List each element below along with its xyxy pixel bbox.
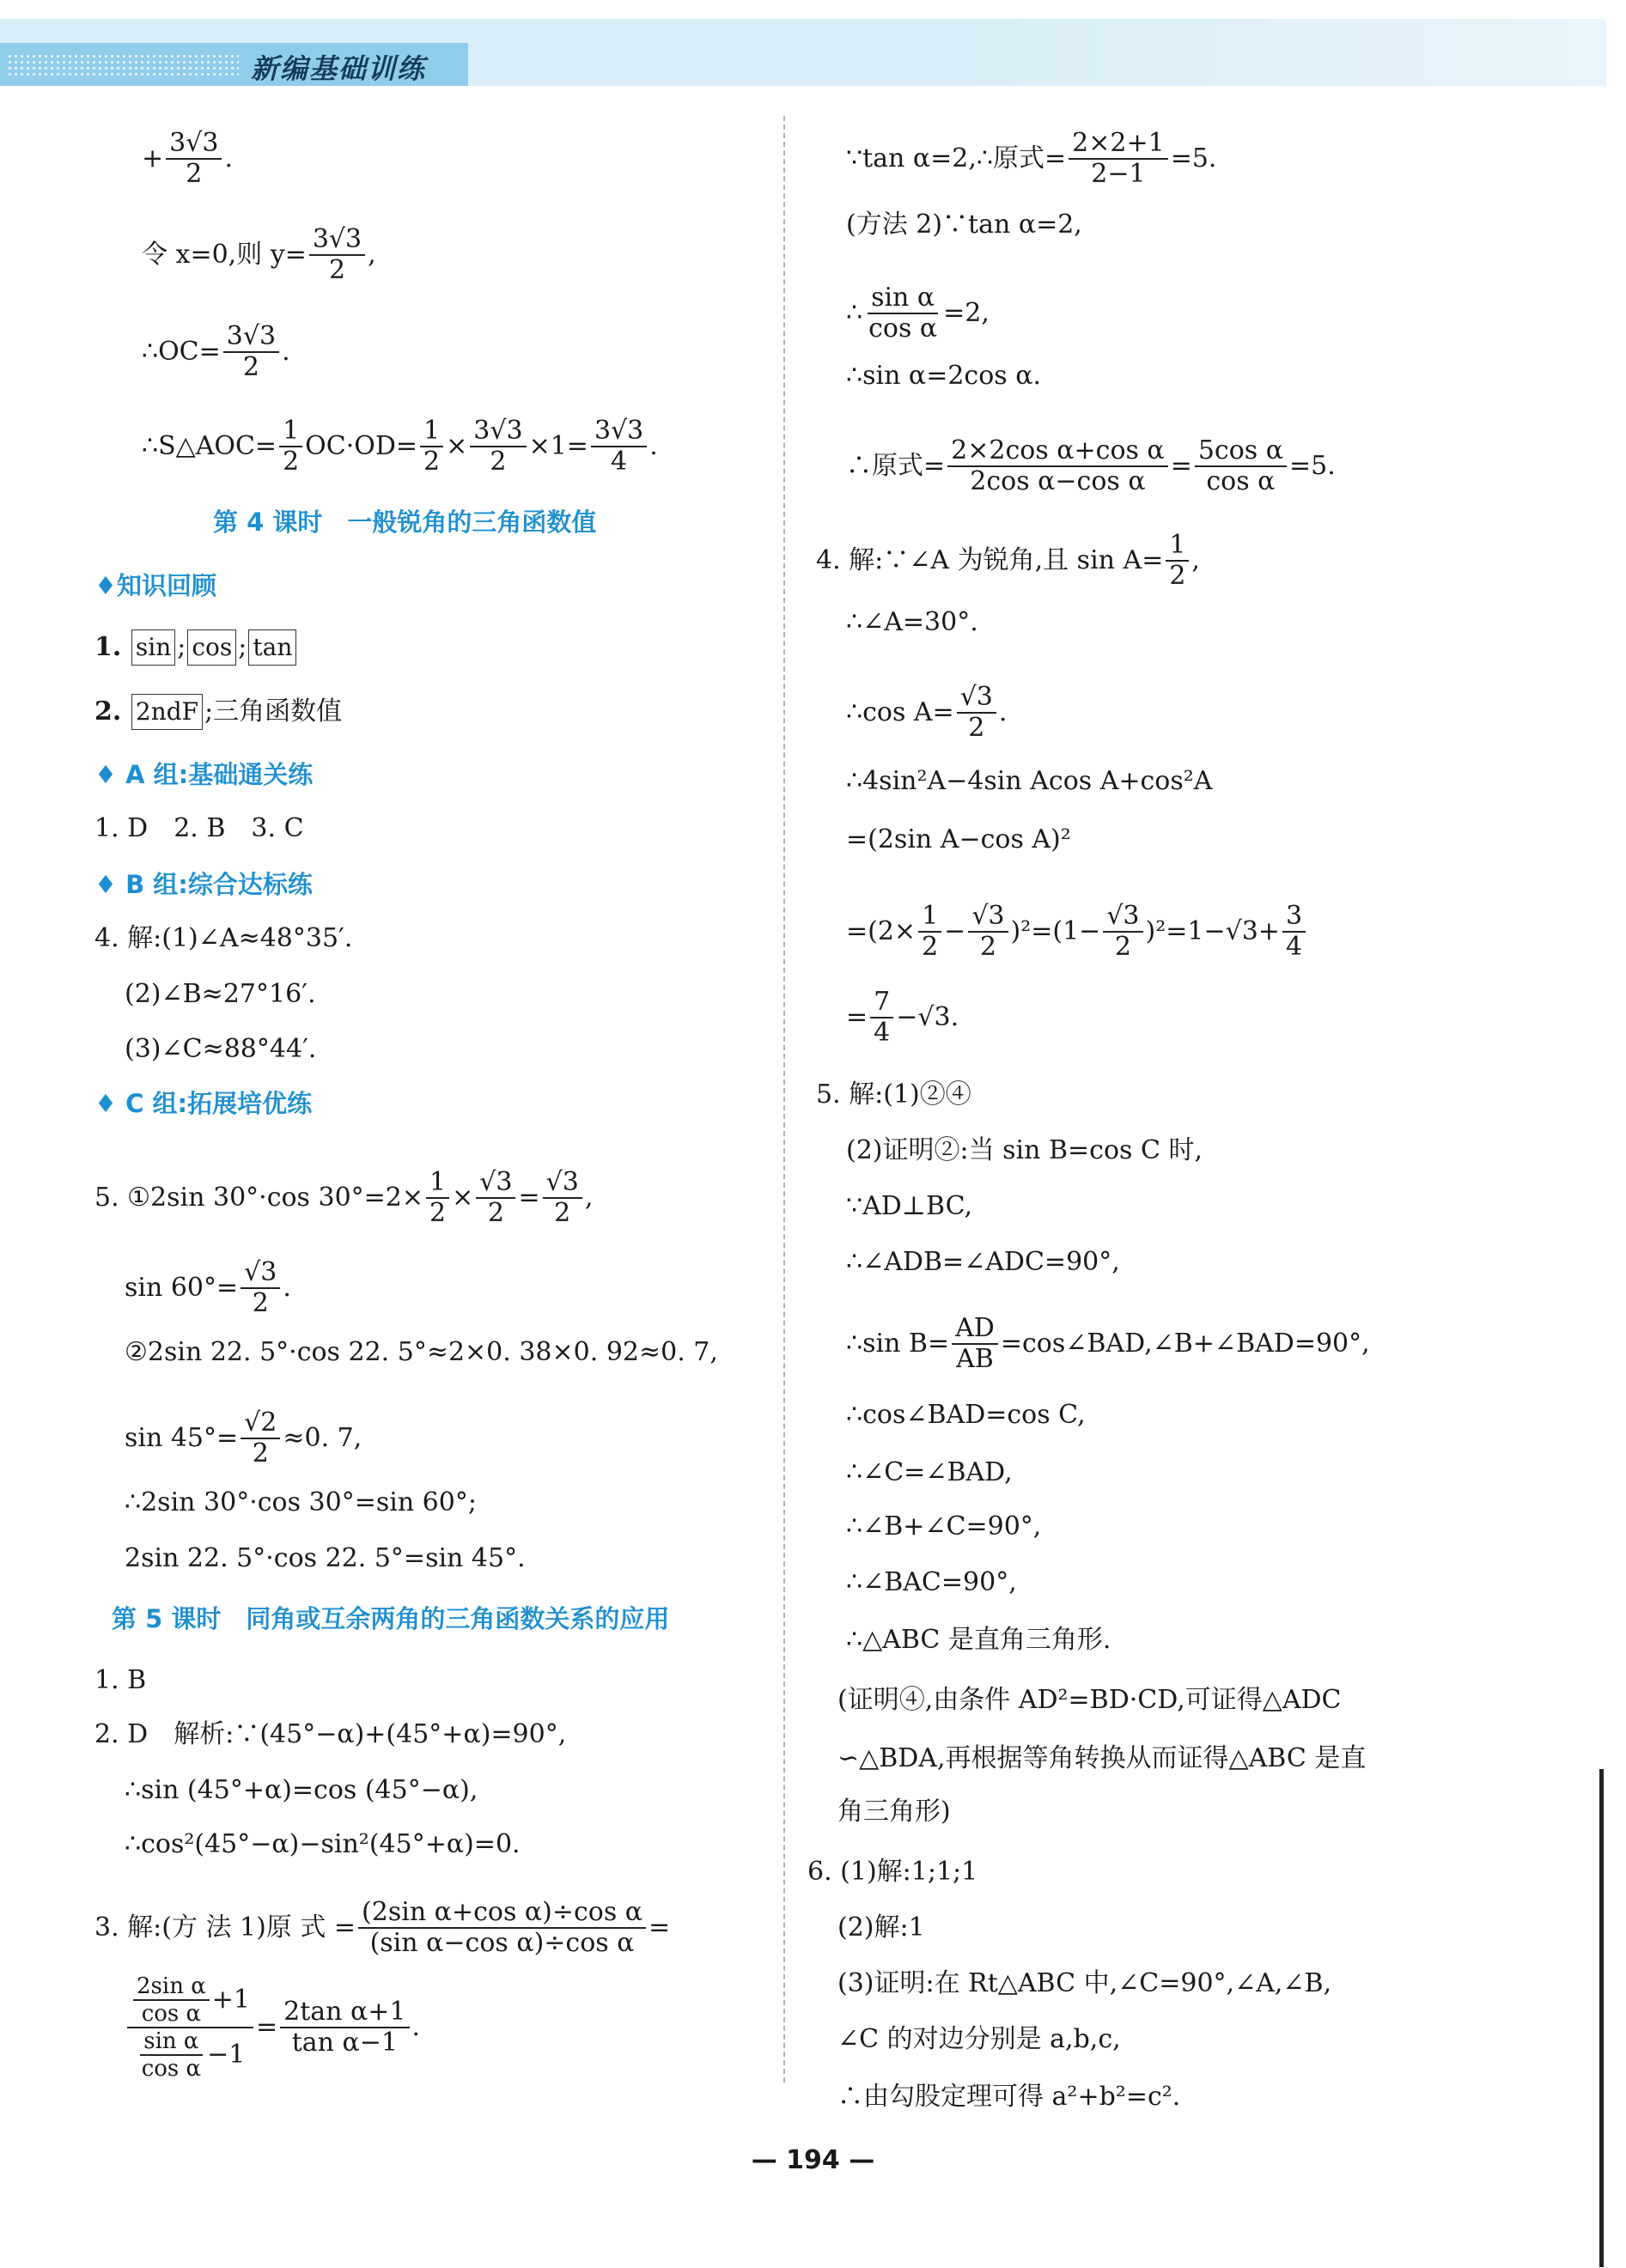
header-dot-pattern — [7, 53, 239, 76]
left-line-3: ∴OC= $\frac{3√3}{2}$ . — [142, 321, 290, 382]
q5-line-5: ∴2sin 30°·cos 30°=sin 60°; — [125, 1487, 477, 1517]
r-q5-line4: ∴∠ADB=∠ADC=90°, — [846, 1247, 1120, 1277]
q2-answer: 2. 2ndF ;三角函数值 — [94, 694, 342, 730]
q1-answer: 1. sin ; cos ; tan — [94, 629, 298, 666]
r-q5-line6: ∴cos∠BAD=cos C, — [846, 1400, 1086, 1430]
l5-q2-line3: ∴cos²(45°−α)−sin²(45°+α)=0. — [125, 1829, 521, 1859]
r-q5-line13: 角三角形) — [837, 1797, 951, 1827]
r-q5-line1: 5. 解:(1)②④ — [816, 1079, 971, 1110]
group-a-answers: 1. D 2. B 3. C — [94, 813, 304, 843]
section-group-c: ♦ C 组:拓展培优练 — [94, 1089, 313, 1118]
l5-q2: 2. D 解析:∵(45°−α)+(45°+α)=90°, — [94, 1719, 567, 1749]
r-q5-line8: ∴∠B+∠C=90°, — [846, 1511, 1042, 1541]
r-q4-line7: = $\frac{7}{4}$ −√3. — [846, 987, 959, 1048]
r-q4-line3: ∴cos A= $\frac{√3}{2}$ . — [846, 682, 1008, 743]
r-q4-line5: =(2sin A−cos A)² — [846, 824, 1071, 854]
r-q4-line1: 4. 解:∵∠A 为锐角,且 sin A= $\frac{1}{2}$ , — [816, 530, 1200, 591]
l5-q3-line2: $\frac{\text{2sin α}}{\text{cos α}}$ +1 $\frac{\text{sin α}}{\text{cos α}}$ −1 = $\frac{\text{2tan α+1}}{\text{tan α−1}}$ . — [125, 1973, 420, 2082]
right-line-2: (方法 2)∵tan α=2, — [846, 210, 1082, 240]
l5-q1: 1. B — [94, 1665, 147, 1695]
l5-q2-line2: ∴sin (45°+α)=cos (45°−α), — [125, 1775, 478, 1805]
q5-line-3: ②2sin 22. 5°·cos 22. 5°≈2×0. 38×0. 92≈0. 7, — [125, 1337, 718, 1367]
r-q5-line5: ∴sin B= $\frac{AD}{AB}$ =cos∠BAD,∠B+∠BAD=90°, — [846, 1313, 1370, 1374]
r-q5-line10: ∴△ABC 是直角三角形. — [846, 1625, 1111, 1655]
r-q5-line3: ∵AD⊥BC, — [846, 1191, 973, 1221]
q5-line-4: sin 45°= $\frac{√2}{2}$ ≈0. 7, — [125, 1408, 362, 1468]
right-line-5: ∴原式= $\frac{\text{2×2cos α+cos α}}{\text{2cos α−cos α}}$ = $\frac{\text{5cos α}}{\text{cos α}}$ =5. — [846, 435, 1336, 496]
r-q6-line3: (3)证明:在 Rt△ABC 中,∠C=90°,∠A,∠B, — [837, 1968, 1332, 1998]
section-group-a: ♦ A 组:基础通关练 — [94, 760, 314, 789]
l5-q3-line1: 3. 解:(方 法 1)原 式 = $\frac{\text{(2sin α+cos α)÷cos α}}{\text{(sin α−cos α)÷cos α}}$ = — [94, 1897, 671, 1958]
lesson4-heading: 第 4 课时 一般锐角的三角函数值 — [213, 508, 597, 537]
right-line-4: ∴sin α=2cos α. — [846, 361, 1042, 391]
left-line-2: 令 x=0,则 y= $\frac{3√3}{2}$ , — [142, 224, 376, 285]
right-line-3: ∴ $\frac{\text{sin α}}{\text{cos α}}$ =2, — [846, 283, 990, 344]
r-q5-line12: ∽△BDA,再根据等角转换从而证得△ABC 是直 — [837, 1743, 1367, 1773]
r-q5-line7: ∴∠C=∠BAD, — [846, 1457, 1013, 1487]
page-number: — 194 — — [751, 2145, 875, 2175]
r-q5-line11: (证明④,由条件 AD²=BD·CD,可证得△ADC — [837, 1685, 1342, 1715]
right-line-1: ∵tan α=2,∴原式= $\frac{2\times 2+1}{2-1}$ =5. — [846, 128, 1217, 189]
r-q6-line1: 6. (1)解:1;1;1 — [807, 1857, 978, 1887]
r-q4-line2: ∴∠A=30°. — [846, 607, 978, 637]
page-edge-bar — [1599, 1769, 1604, 2267]
r-q6-line5: ∴由勾股定理可得 a²+b²=c². — [837, 2082, 1181, 2112]
r-q5-line2: (2)证明②:当 sin B=cos C 时, — [846, 1135, 1203, 1165]
q5-line-1: 5. ①2sin 30°·cos 30°=2× $\frac{1}{2}$ × $\frac{√3}{2}$ = $\frac{√3}{2}$ , — [94, 1167, 594, 1228]
r-q4-line6: =(2× $\frac{1}{2}$ − $\frac{√3}{2}$ )²=(1− $\frac{√3}{2}$ )²=1−√3+ $\frac{3}{4}$ — [846, 902, 1308, 962]
r-q6-line4: ∠C 的对边分别是 a,b,c, — [837, 2024, 1121, 2054]
left-line-4: ∴S△AOC= $\frac{1}{2}$ OC·OD= $\frac{1}{2}$ × $\frac{3√3}{2}$ ×1= $\frac{3√3}{4}$ . — [142, 416, 658, 477]
r-q4-line4: ∴4sin²A−4sin Acos A+cos²A — [846, 766, 1213, 796]
r-q6-line2: (2)解:1 — [837, 1912, 925, 1943]
q5-line-6: 2sin 22. 5°·cos 22. 5°=sin 45°. — [125, 1543, 526, 1573]
section-review: ♦知识回顾 — [94, 571, 216, 600]
q4-part3: (3)∠C≈88°44′. — [125, 1034, 317, 1064]
q4-part1: 4. 解:(1)∠A≈48°35′. — [94, 923, 353, 953]
q5-line-2: sin 60°= $\frac{√3}{2}$ . — [125, 1257, 291, 1318]
r-q5-line9: ∴∠BAC=90°, — [846, 1567, 1017, 1597]
left-line-1: + $\frac{3√3}{2}$ . — [142, 128, 233, 189]
header-title: 新编基础训练 — [251, 52, 427, 85]
lesson5-heading: 第 5 课时 同角或互余两角的三角函数关系的应用 — [112, 1604, 670, 1633]
column-divider — [783, 116, 785, 2083]
q4-part2: (2)∠B≈27°16′. — [125, 979, 316, 1009]
section-group-b: ♦ B 组:综合达标练 — [94, 870, 313, 899]
